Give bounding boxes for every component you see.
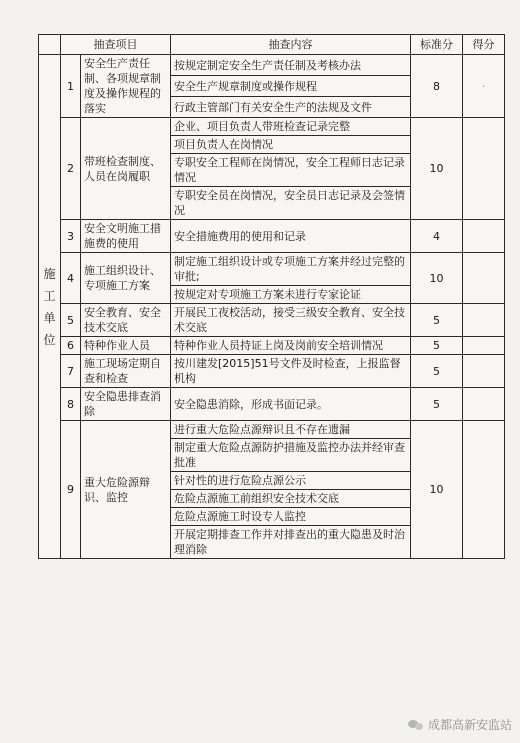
item-name: 施工组织设计、专项施工方案 bbox=[81, 253, 171, 304]
standard-score: 5 bbox=[411, 355, 463, 388]
item-content: 安全隐患消除，形成书面记录。 bbox=[171, 388, 411, 421]
header-score: 得分 bbox=[463, 35, 505, 55]
standard-score: 8 bbox=[411, 55, 463, 118]
header-content: 抽查内容 bbox=[171, 35, 411, 55]
table-row bbox=[39, 337, 505, 355]
item-content: 专职安全员在岗情况，安全员日志记录及会签情况 bbox=[171, 187, 411, 220]
watermark bbox=[408, 716, 512, 733]
score-input[interactable]: · bbox=[463, 55, 505, 118]
standard-score: 4 bbox=[411, 220, 463, 253]
standard-score: 5 bbox=[411, 337, 463, 355]
unit-label bbox=[39, 55, 61, 559]
table-row bbox=[39, 355, 505, 388]
score-input[interactable] bbox=[463, 220, 505, 253]
unit-label-char: 施 bbox=[43, 266, 56, 281]
row-number: 8 bbox=[61, 388, 81, 421]
item-name: 安全文明施工措施费的使用 bbox=[81, 220, 171, 253]
unit-label-char: 位 bbox=[43, 332, 56, 347]
score-input[interactable] bbox=[463, 388, 505, 421]
score-input[interactable] bbox=[463, 304, 505, 337]
row-number: 2 bbox=[61, 118, 81, 220]
standard-score: 10 bbox=[411, 118, 463, 220]
item-content: 进行重大危险点源辩识且不存在遗漏 bbox=[171, 421, 411, 439]
watermark-text: 成都高新安监站 bbox=[427, 718, 512, 732]
table-row bbox=[39, 253, 505, 286]
row-number: 3 bbox=[61, 220, 81, 253]
item-content: 企业、项目负责人带班检查记录完整 bbox=[171, 118, 411, 136]
item-name: 施工现场定期自查和检查 bbox=[81, 355, 171, 388]
standard-score: 5 bbox=[411, 304, 463, 337]
item-content: 危险点源施工时设专人监控 bbox=[171, 508, 411, 526]
row-number: 5 bbox=[61, 304, 81, 337]
item-content: 安全生产规章制度或操作规程 bbox=[171, 76, 411, 97]
standard-score: 5 bbox=[411, 388, 463, 421]
row-number: 9 bbox=[61, 421, 81, 559]
item-name: 安全隐患排查消除 bbox=[81, 388, 171, 421]
item-content: 行政主管部门有关安全生产的法规及文件 bbox=[171, 97, 411, 118]
item-content: 专职安全工程师在岗情况，安全工程师日志记录情况 bbox=[171, 154, 411, 187]
item-content: 项目负责人在岗情况 bbox=[171, 136, 411, 154]
score-input[interactable] bbox=[463, 355, 505, 388]
score-input[interactable] bbox=[463, 118, 505, 220]
unit-label-char: 单 bbox=[43, 310, 56, 325]
item-name: 带班检查制度、人员在岗履职 bbox=[81, 118, 171, 220]
score-input[interactable] bbox=[463, 337, 505, 355]
item-content: 开展民工夜校活动，接受三级安全教育、安全技术交底 bbox=[171, 304, 411, 337]
table-row bbox=[39, 421, 505, 439]
header-item: 抽查项目 bbox=[61, 35, 171, 55]
row-number: 4 bbox=[61, 253, 81, 304]
item-content: 危险点源施工前组织安全技术交底 bbox=[171, 490, 411, 508]
row-number: 6 bbox=[61, 337, 81, 355]
unit-label-char: 工 bbox=[43, 288, 56, 303]
item-content: 按规定对专项施工方案未进行专家论证 bbox=[171, 286, 411, 304]
item-content: 制定施工组织设计或专项施工方案并经过完整的审批; bbox=[171, 253, 411, 286]
wechat-icon bbox=[408, 719, 424, 731]
item-content: 按规定制定安全生产责任制及考核办法 bbox=[171, 55, 411, 76]
inspection-table bbox=[38, 34, 505, 559]
table-row bbox=[39, 388, 505, 421]
standard-score: 10 bbox=[411, 421, 463, 559]
row-number: 7 bbox=[61, 355, 81, 388]
standard-score: 10 bbox=[411, 253, 463, 304]
item-content: 针对性的进行危险点源公示 bbox=[171, 472, 411, 490]
item-name: 安全生产责任制、各项规章制度及操作规程的落实 bbox=[81, 55, 171, 118]
score-input[interactable] bbox=[463, 421, 505, 559]
score-input[interactable] bbox=[463, 253, 505, 304]
item-content: 开展定期排查工作并对排查出的重大隐患及时治理消除 bbox=[171, 526, 411, 559]
item-name: 重大危险源辩识、监控 bbox=[81, 421, 171, 559]
item-content: 按川建发[2015]51号文件及时检查，上报监督机构 bbox=[171, 355, 411, 388]
item-name: 安全教育、安全技术交底 bbox=[81, 304, 171, 337]
item-name: 特种作业人员 bbox=[81, 337, 171, 355]
table-row bbox=[39, 304, 505, 337]
table-body bbox=[39, 55, 505, 559]
item-content: 制定重大危险点源防护措施及监控办法并经审查批准 bbox=[171, 439, 411, 472]
header-row bbox=[39, 35, 505, 55]
row-number: 1 bbox=[61, 55, 81, 118]
table-row bbox=[39, 220, 505, 253]
table-row bbox=[39, 55, 505, 76]
header-standard-score: 标准分 bbox=[411, 35, 463, 55]
item-content: 特种作业人员持证上岗及岗前安全培训情况 bbox=[171, 337, 411, 355]
table-row bbox=[39, 118, 505, 136]
item-content: 安全措施费用的使用和记录 bbox=[171, 220, 411, 253]
header-blank bbox=[39, 35, 61, 55]
